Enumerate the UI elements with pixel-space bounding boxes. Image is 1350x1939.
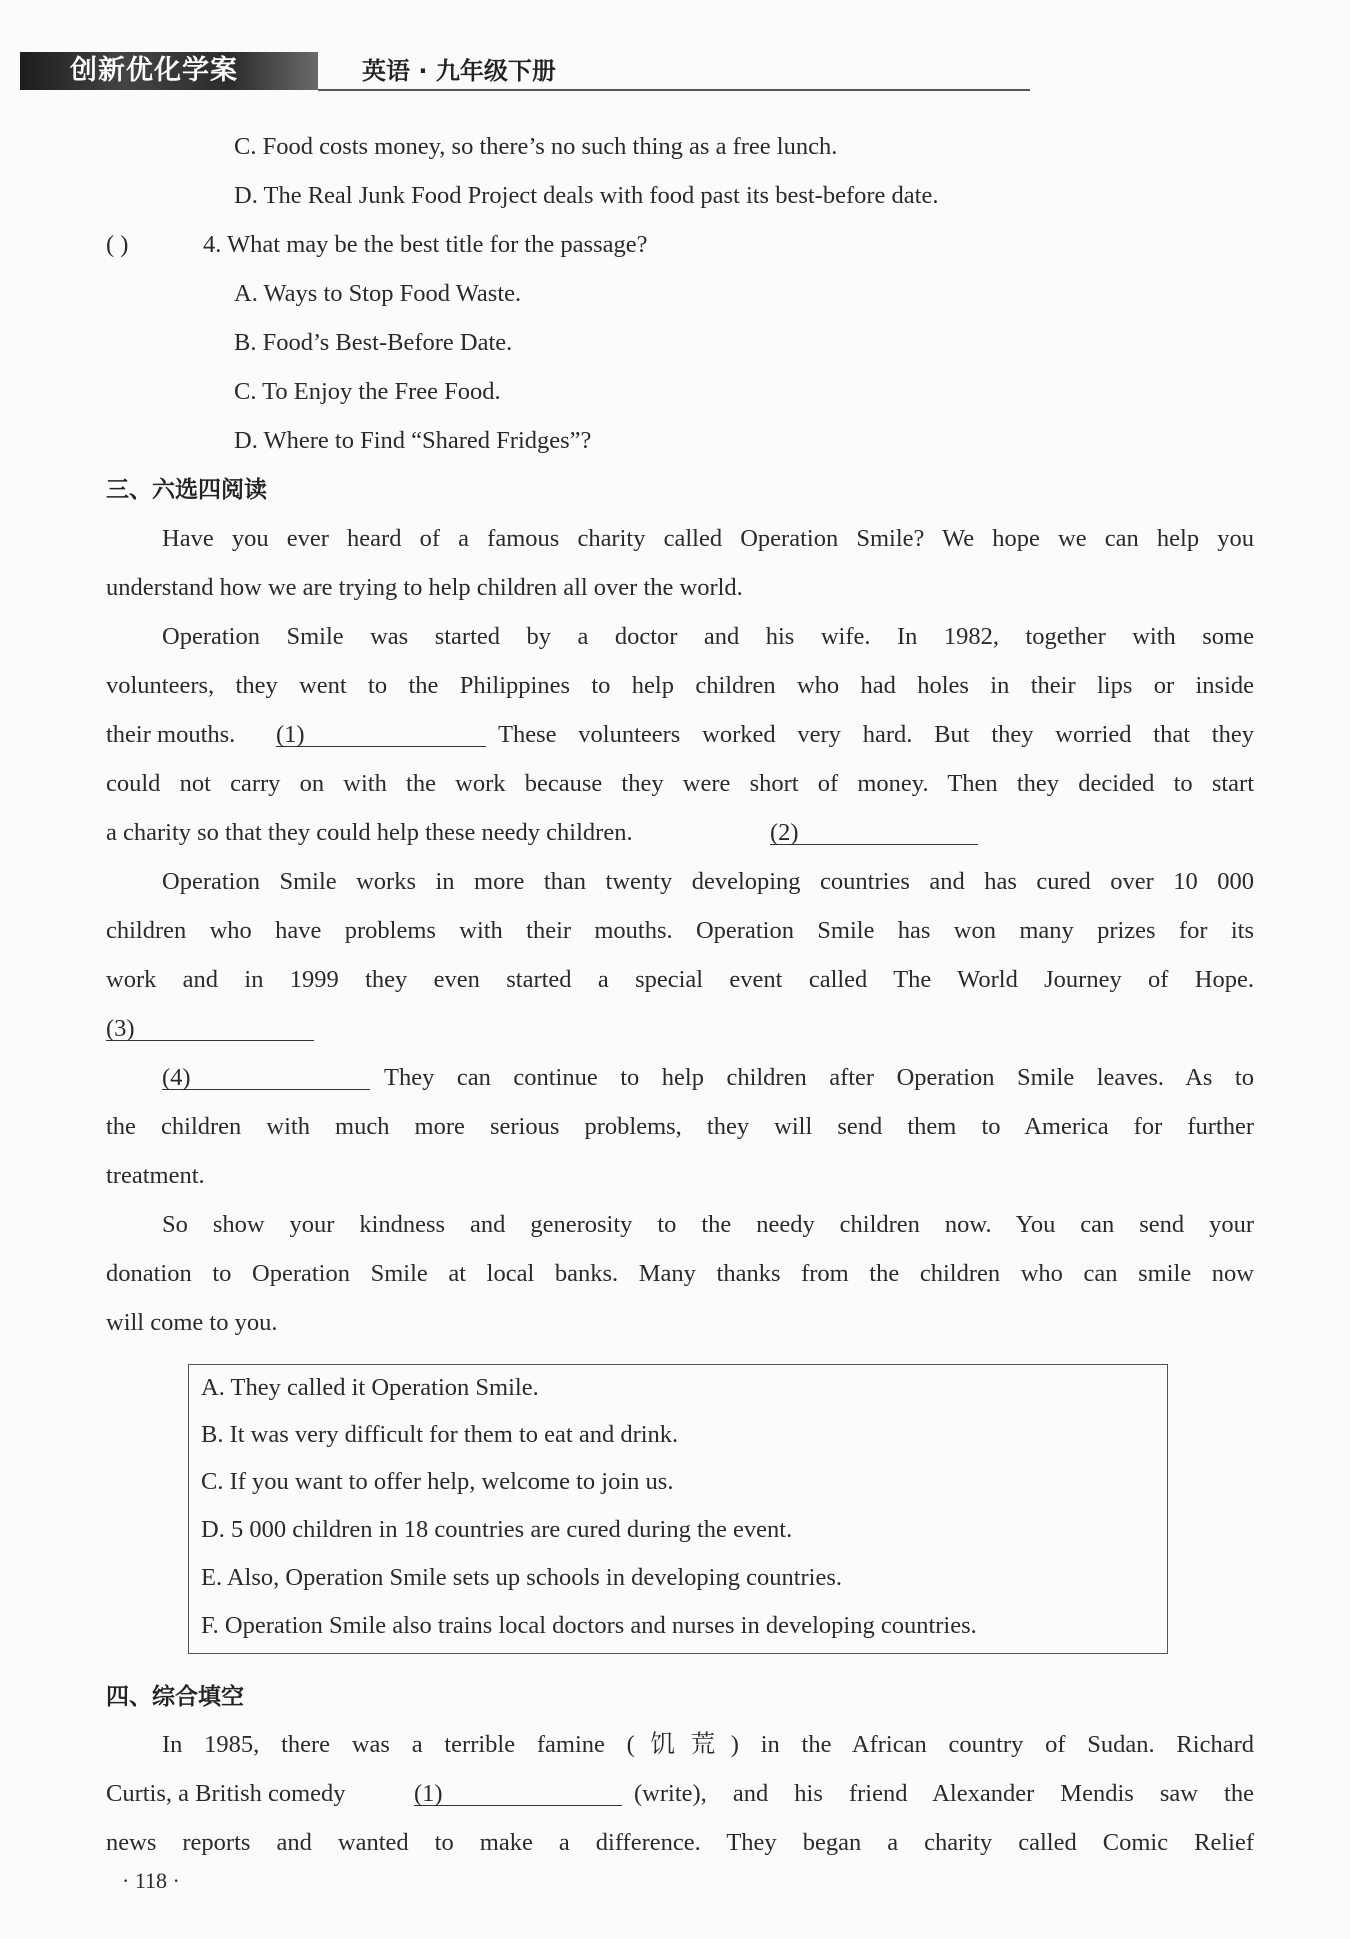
s3-blank-4[interactable]	[162, 1061, 370, 1095]
s3-blank-4-num: (4)	[162, 1064, 191, 1091]
s3-p1-line2: understand how we are trying to help children all over the world.	[106, 574, 743, 601]
section3-options-box	[188, 1364, 1168, 1654]
s3-option-b: B. It was very difficult for them to eat and drink.	[201, 1421, 679, 1448]
s3-p5-line3: will come to you.	[106, 1309, 278, 1336]
header-divider	[318, 89, 1030, 91]
q4-stem: 4. What may be the best title for the passage?	[203, 231, 648, 258]
s3-blank-2-num: (2)	[770, 819, 799, 846]
s3-p3-line3: work and in 1999 they even started a special event called The World Journey of Hope.	[106, 966, 1254, 993]
s3-p1-line1: Have you ever heard of a famous charity called Operation Smile? We hope we can help you	[162, 525, 1254, 552]
s3-p4-line3: treatment.	[106, 1162, 205, 1189]
q4-option-b: B. Food’s Best-Before Date.	[234, 329, 513, 356]
s4-p1-line1: In 1985, there was a terrible famine (饥荒) in the African country of Sudan. Richard	[162, 1731, 1254, 1758]
s3-p3-line2: children who have problems with their mouths. Operation Smile has won many prizes for its	[106, 917, 1254, 944]
s3-p4-line2: the children with much more serious problems, they will send them to America for further	[106, 1113, 1254, 1140]
s3-p5-line1: So show your kindness and generosity to the needy children now. You can send your	[162, 1211, 1254, 1238]
s3-p3-line1: Operation Smile works in more than twenty developing countries and has cured over 10 000	[162, 868, 1254, 895]
s3-p5-line2: donation to Operation Smile at local banks. Many thanks from the children who can smile now	[106, 1260, 1254, 1287]
s3-p2-line1: Operation Smile was started by a doctor and his wife. In 1982, together with some	[162, 623, 1254, 650]
q3-option-d: D. The Real Junk Food Project deals with food past its best-before date.	[234, 182, 939, 209]
s3-p2-line3b: These volunteers worked very hard. But they worried that they	[498, 721, 1254, 748]
s3-blank-1-num: (1)	[276, 721, 305, 748]
brand-logo: 创新优化学案	[20, 52, 318, 90]
s3-option-c: C. If you want to offer help, welcome to join us.	[201, 1468, 674, 1495]
book-title: 英语 · 九年级下册	[362, 57, 556, 85]
s3-option-a: A. They called it Operation Smile.	[201, 1374, 539, 1401]
page-header	[20, 52, 1030, 92]
s3-blank-2[interactable]	[770, 816, 978, 850]
section4-heading: 四、综合填空	[106, 1684, 244, 1710]
q3-option-c: C. Food costs money, so there’s no such thing as a free lunch.	[234, 133, 838, 160]
s3-p2-line5: a charity so that they could help these needy children.	[106, 819, 633, 846]
q4-option-d: D. Where to Find “Shared Fridges”?	[234, 427, 592, 454]
s4-p1-line2b: (write), and his friend Alexander Mendis saw the	[634, 1780, 1254, 1807]
s3-p4-line1: They can continue to help children after Operation Smile leaves. As to	[384, 1064, 1254, 1091]
s4-p1-line3: news reports and wanted to make a difference. They began a charity called Comic Relief	[106, 1829, 1254, 1856]
s3-option-d: D. 5 000 children in 18 countries are cured during the event.	[201, 1516, 793, 1543]
s4-blank-1-num: (1)	[414, 1780, 443, 1807]
s3-blank-3[interactable]	[106, 1012, 314, 1046]
section3-heading: 三、六选四阅读	[106, 477, 267, 503]
s4-p1-line2a: Curtis, a British comedy	[106, 1780, 346, 1807]
q4-option-c: C. To Enjoy the Free Food.	[234, 378, 501, 405]
page-number: · 118 ·	[122, 1868, 180, 1893]
s3-p2-line2: volunteers, they went to the Philippines to help children who had holes in their lips or inside	[106, 672, 1254, 699]
s3-blank-1[interactable]	[276, 718, 486, 752]
s4-blank-1[interactable]	[414, 1777, 622, 1811]
s3-p2-line4: could not carry on with the work because they were short of money. Then they decided to start	[106, 770, 1254, 797]
s3-option-e: E. Also, Operation Smile sets up schools in developing countries.	[201, 1564, 843, 1591]
s3-option-f: F. Operation Smile also trains local doctors and nurses in developing countries.	[201, 1612, 977, 1639]
q4-option-a: A. Ways to Stop Food Waste.	[234, 280, 522, 307]
s3-blank-3-num: (3)	[106, 1015, 135, 1042]
q4-answer-bracket[interactable]: ( )	[106, 231, 129, 258]
s3-p2-line3a: their mouths.	[106, 721, 236, 748]
